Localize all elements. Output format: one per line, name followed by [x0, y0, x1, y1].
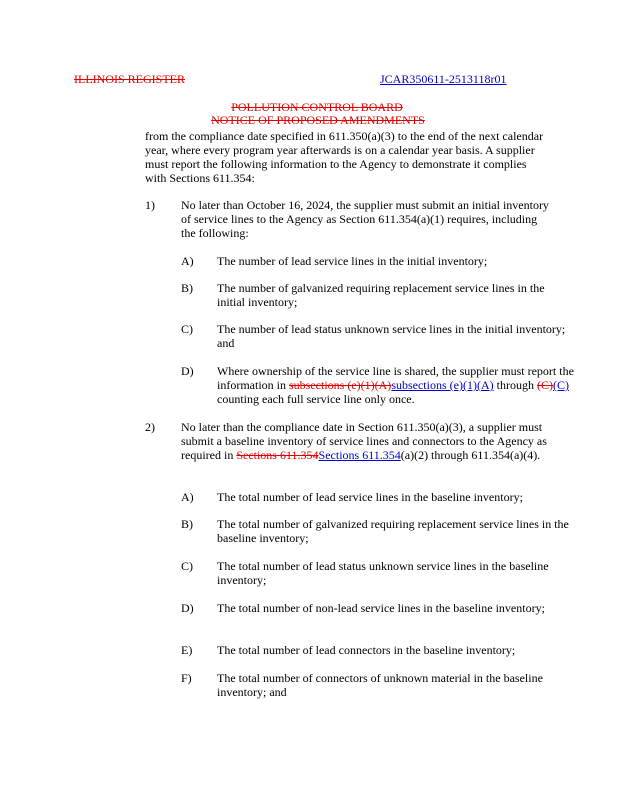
- subitem-text-b: through: [493, 378, 537, 392]
- item-number: 1): [145, 198, 155, 212]
- subitem-text: The total number of connectors of unknown material in the baseline inventory; and: [217, 671, 543, 699]
- subitem-letter: C): [181, 322, 193, 336]
- subitem-text: The number of lead status unknown service lines in the initial inventory; and: [217, 322, 566, 350]
- subitem-text: The total number of non-lead service lines in the baseline inventory;: [217, 601, 545, 615]
- deleted-text: subsections (e)(1)(A): [289, 378, 392, 392]
- document-id-link[interactable]: JCAR350611-2513118r01: [380, 72, 507, 86]
- inserted-text: (C): [552, 378, 569, 392]
- inserted-text: Sections 611.354: [318, 448, 401, 462]
- subitem-letter: B): [181, 281, 193, 295]
- subitem-text-a: Where ownership of the service line is shared, the supplier must report the information in: [217, 364, 574, 392]
- subitem-text: The number of galvanized requiring replacement service lines in the initial inventory;: [217, 281, 545, 309]
- subitem-letter: D): [181, 601, 194, 615]
- deleted-text: (C): [536, 378, 553, 392]
- board-title: POLLUTION CONTROL BOARD: [231, 100, 403, 114]
- item-text: [181, 420, 561, 462]
- deleted-text: Sections 611.354: [236, 448, 319, 462]
- notice-title: NOTICE OF PROPOSED AMENDMENTS: [211, 113, 425, 127]
- subitem-letter: A): [181, 254, 194, 268]
- subitem-letter: B): [181, 517, 193, 531]
- intro-paragraph: from the compliance date specified in 611.350(a)(3) to the end of the next calendar year, where every program year afterwards is on a calendar year basis. A supplier must report the following information to the Agency to demonstrate it complies with Sections 611.354:: [145, 129, 544, 185]
- subitem-text-c: counting each full service line only once.: [217, 392, 415, 406]
- subitem-text: [217, 364, 577, 406]
- inserted-text: subsections (e)(1)(A): [391, 378, 494, 392]
- item-text: No later than October 16, 2024, the supplier must submit an initial inventory of service lines to the Agency as Section 611.354(a)(1) requires, including the following:: [181, 198, 549, 240]
- subitem-letter: C): [181, 559, 193, 573]
- subitem-letter: D): [181, 364, 194, 378]
- item-text-b: (a)(2) through 611.354(a)(4).: [400, 448, 541, 462]
- subitem-text: The number of lead service lines in the initial inventory;: [217, 254, 488, 268]
- subitem-letter: F): [181, 671, 192, 685]
- subitem-text: The total number of lead connectors in the baseline inventory;: [217, 643, 516, 657]
- subitem-text: The total number of lead service lines in the baseline inventory;: [217, 490, 523, 504]
- subitem-letter: E): [181, 643, 193, 657]
- subitem-text: The total number of lead status unknown service lines in the baseline inventory;: [217, 559, 549, 587]
- subitem-letter: A): [181, 490, 194, 504]
- subitem-text: The total number of galvanized requiring replacement service lines in the baseline inventory;: [217, 517, 569, 545]
- item-text-a: No later than the compliance date in Section 611.350(a)(3), a supplier must submit a baseline inventory of service lines and connectors to the Agency as required in: [181, 420, 547, 462]
- register-header: ILLINOIS REGISTER: [74, 72, 185, 86]
- item-number: 2): [145, 420, 155, 434]
